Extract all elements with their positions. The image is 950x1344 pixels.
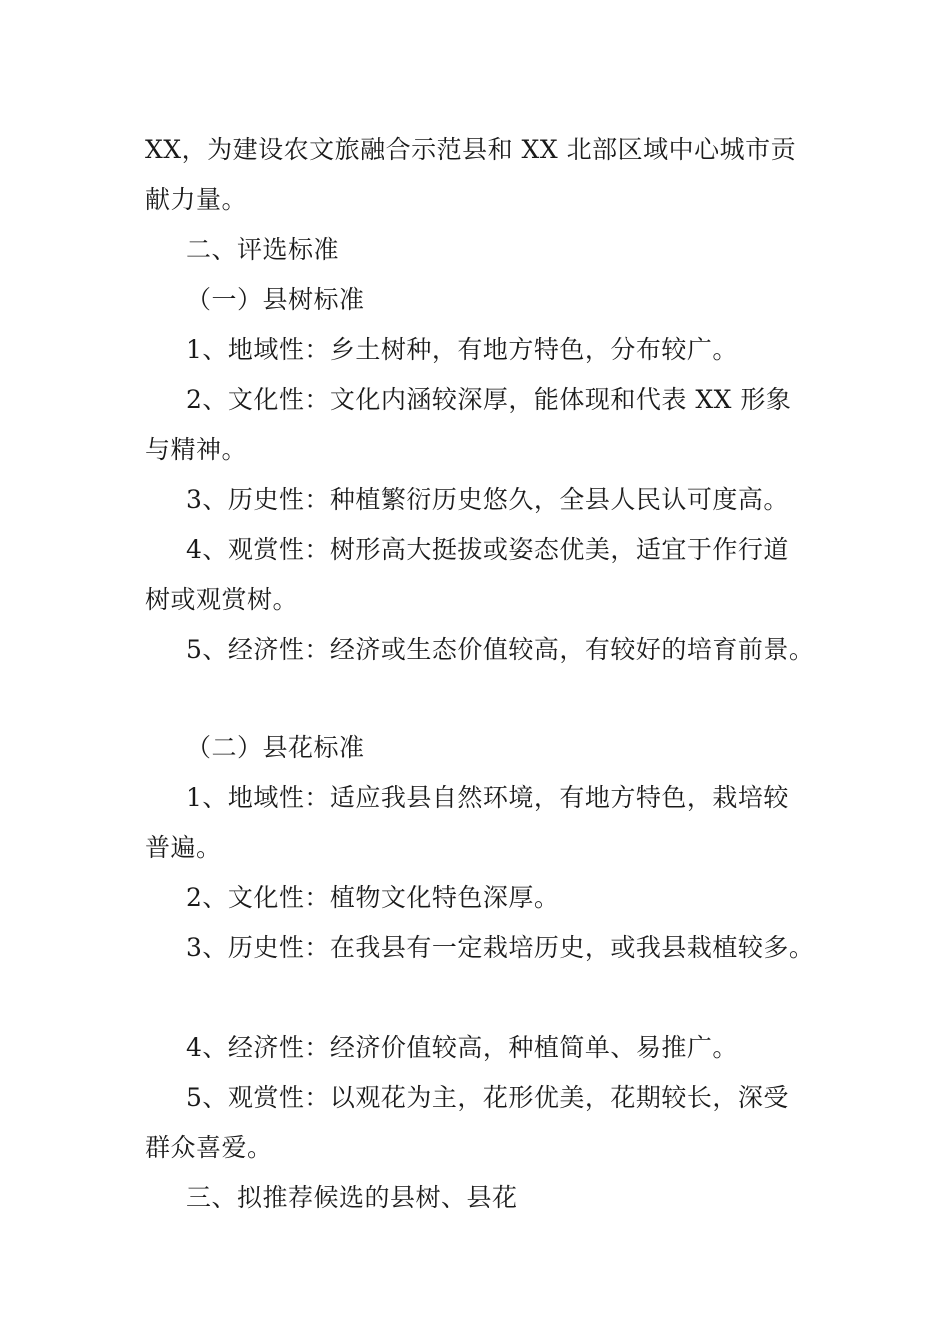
paragraph-intro-line-2: 献力量。 <box>145 185 248 214</box>
section-heading-criteria: 二、评选标准 <box>186 235 340 264</box>
subsection-heading-flower: （二）县花标准 <box>186 733 365 762</box>
tree-criterion-2-line-1: 2、文化性：文化内涵较深厚，能体现和代表 XX 形象 <box>186 385 792 414</box>
flower-criterion-1-line-1: 1、地域性：适应我县自然环境，有地方特色，栽培较 <box>186 783 789 812</box>
tree-criterion-4-line-2: 树或观赏树。 <box>145 585 299 614</box>
tree-criterion-1: 1、地域性：乡土树种，有地方特色，分布较广。 <box>186 335 738 364</box>
flower-criterion-5-line-1: 5、观赏性：以观花为主，花形优美，花期较长，深受 <box>186 1083 789 1112</box>
tree-criterion-4-line-1: 4、观赏性：树形高大挺拔或姿态优美，适宜于作行道 <box>186 535 789 564</box>
tree-criterion-2-line-2: 与精神。 <box>145 435 248 464</box>
flower-criterion-2: 2、文化性：植物文化特色深厚。 <box>186 883 560 912</box>
section-heading-candidates: 三、拟推荐候选的县树、县花 <box>186 1183 518 1212</box>
flower-criterion-4: 4、经济性：经济价值较高，种植简单、易推广。 <box>186 1033 738 1062</box>
flower-criterion-3: 3、历史性：在我县有一定栽培历史，或我县栽植较多。 <box>186 933 815 962</box>
flower-criterion-1-line-2: 普遍。 <box>145 833 222 862</box>
paragraph-intro-line-1: XX，为建设农文旅融合示范县和 XX 北部区域中心城市贡 <box>145 135 797 164</box>
tree-criterion-3: 3、历史性：种植繁衍历史悠久，全县人民认可度高。 <box>186 485 789 514</box>
tree-criterion-5: 5、经济性：经济或生态价值较高，有较好的培育前景。 <box>186 635 815 664</box>
flower-criterion-5-line-2: 群众喜爱。 <box>145 1133 273 1162</box>
subsection-heading-tree: （一）县树标准 <box>186 285 365 314</box>
